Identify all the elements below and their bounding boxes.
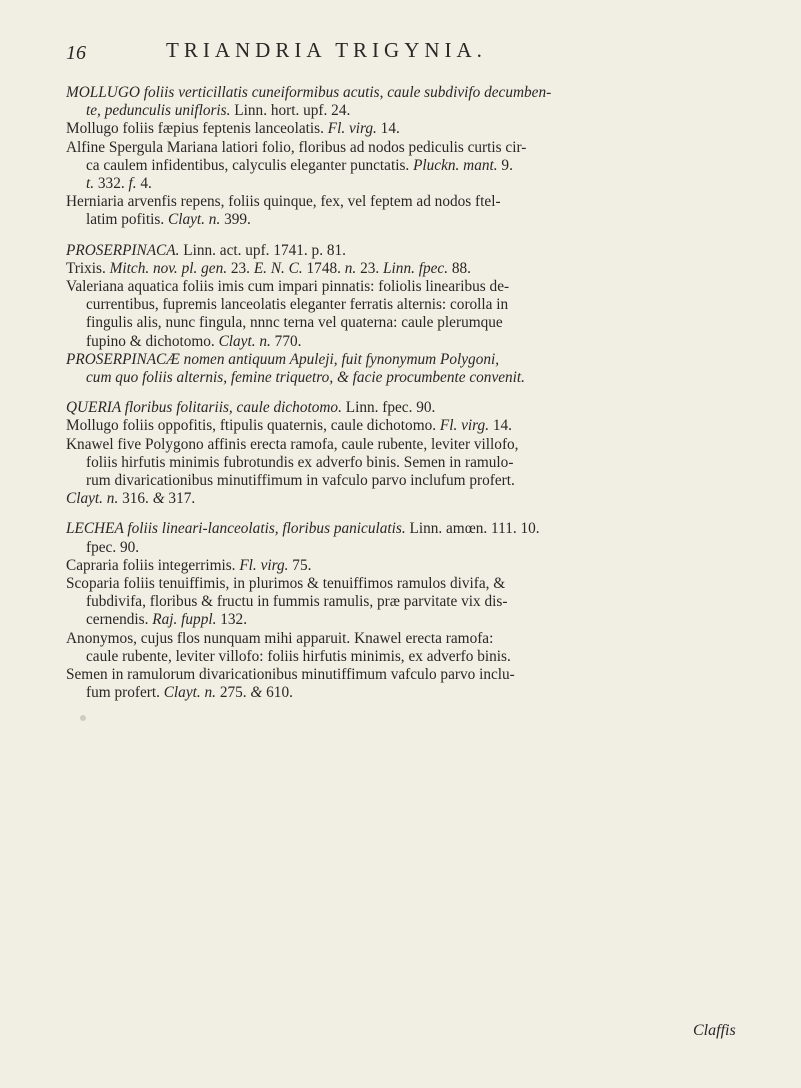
text-span: fupino & dichotomo.	[86, 332, 219, 350]
text-span: Herniaria arvenfis repens, foliis quinque, fex, vel feptem ad nodos ftel-	[66, 193, 501, 211]
text-span: PROSERPINACA.	[66, 241, 180, 259]
text-span: ca caulem infidentibus, calyculis eleganter punctatis.	[86, 156, 414, 174]
text-line	[66, 120, 756, 138]
text-span: 610.	[262, 684, 293, 702]
text-span: 1748.	[302, 259, 345, 277]
text-span: t.	[86, 175, 95, 193]
text-line	[66, 557, 756, 575]
text-line	[66, 84, 756, 102]
text-span: E. N. C.	[253, 259, 303, 277]
text-span: Semen in ramulorum divaricationibus minutiffimum vafculo parvo inclu-	[66, 666, 515, 684]
text-span: Fl. virg.	[439, 417, 490, 435]
running-title: TRIANDRIA TRIGYNIA.	[166, 38, 487, 62]
text-line	[66, 139, 756, 157]
text-span: rum divaricationibus minutiffimum in vafculo parvo inclufum profert.	[86, 472, 515, 490]
text-span: Fl. virg.	[327, 120, 377, 138]
text-span: latim pofitis.	[86, 211, 169, 229]
catchword: Claffis	[693, 1022, 736, 1039]
text-span: Fl. virg.	[239, 556, 289, 574]
text-span: 275.	[216, 684, 251, 702]
text-line	[66, 211, 756, 229]
text-line	[66, 157, 756, 175]
text-line	[66, 260, 756, 278]
entry	[66, 399, 756, 508]
text-span: fingulis alis, nunc fingula, nnnc terna vel quaterna: caule plerumque	[86, 314, 503, 332]
text-span: fpec. 90.	[86, 538, 140, 556]
text-span: Mitch. nov. pl. gen.	[109, 259, 228, 277]
text-span: Anonymos, cujus flos nunquam mihi apparuit. Knawel erecta ramofa:	[66, 629, 494, 647]
text-span: 14.	[376, 120, 400, 138]
text-line	[66, 454, 756, 472]
text-span: foliis hirfutis minimis fubrotundis ex adverfo binis. Semen in ramulo-	[86, 453, 514, 471]
text-span: f.	[128, 175, 137, 193]
text-line	[66, 193, 756, 211]
text-line	[66, 242, 756, 260]
text-span: 317.	[164, 490, 196, 508]
text-line	[66, 399, 756, 417]
text-span: caule rubente, leviter villofo: foliis hirfutis minimis, ex adverfo binis.	[86, 647, 511, 665]
text-span: LECHEA foliis lineari-lanceolatis, floribus paniculatis.	[66, 520, 406, 538]
text-span: 770.	[270, 332, 302, 350]
text-span: 4.	[136, 175, 152, 193]
page-body	[66, 84, 756, 715]
text-span: fubdivifa, floribus & fructu in fummis ramulis, præ parvitate vix dis-	[86, 593, 508, 611]
text-span: PROSERPINACÆ nomen antiquum Apuleji, fuit fynonymum Polygoni,	[66, 350, 500, 368]
text-line	[66, 648, 756, 666]
text-line	[66, 175, 756, 193]
text-span: Trixis.	[66, 259, 110, 277]
entry	[66, 84, 756, 230]
text-span: Linn. act. upf. 1741. p. 81.	[179, 241, 346, 259]
text-line	[66, 102, 756, 120]
text-span: 23.	[227, 259, 254, 277]
text-line	[66, 278, 756, 296]
text-span: currentibus, fupremis lanceolatis eleganter ferratis alternis: corolla in	[86, 296, 509, 314]
text-span: Mollugo foliis fæpius feptenis lanceolatis.	[66, 120, 328, 138]
entry	[66, 242, 756, 388]
text-span: cernendis.	[86, 611, 153, 629]
text-line	[66, 369, 756, 387]
text-line	[66, 490, 756, 508]
text-span: Linn. fpec. 90.	[341, 399, 436, 417]
text-span: Knawel five Polygono affinis erecta ramofa, caule rubente, leviter villofo,	[66, 435, 519, 453]
text-span: &	[250, 684, 263, 702]
text-line	[66, 520, 756, 538]
text-line	[66, 417, 756, 435]
text-span: 75.	[288, 556, 312, 574]
text-span: Capraria foliis integerrimis.	[66, 556, 240, 574]
text-line	[66, 472, 756, 490]
text-span: cum quo foliis alternis, femine triquetro, & facie procumbente convenit.	[86, 369, 525, 387]
text-line	[66, 436, 756, 454]
text-line	[66, 333, 756, 351]
text-span: Linn. hort. upf. 24.	[234, 102, 351, 120]
text-line	[66, 684, 756, 702]
text-line	[66, 666, 756, 684]
text-line	[66, 593, 756, 611]
ink-spot	[80, 715, 86, 721]
text-span: 132.	[216, 611, 248, 629]
entry	[66, 520, 756, 702]
text-line	[66, 630, 756, 648]
text-span: 332.	[94, 175, 129, 193]
text-span: te, pedunculis unifloris.	[86, 102, 235, 120]
text-span: MOLLUGO foliis verticillatis cuneiformibus acutis, caule subdivifo decumben-	[66, 84, 552, 101]
text-span: n.	[344, 259, 357, 277]
text-span: Scoparia foliis tenuiffimis, in plurimos & tenuiffimos ramulos divifa, &	[66, 575, 506, 593]
page-header	[66, 38, 766, 68]
text-span: 399.	[220, 211, 251, 229]
text-span: Linn. amœn. 111. 10.	[405, 520, 540, 538]
text-span: Clayt. n.	[163, 684, 216, 702]
text-span: Linn. fpec.	[383, 259, 449, 277]
text-span: 23.	[356, 259, 384, 277]
text-span: Mollugo foliis oppofitis, ftipulis quaternis, caule dichotomo.	[66, 417, 440, 435]
text-line	[66, 351, 756, 369]
text-span: 14.	[489, 417, 512, 435]
text-line	[66, 575, 756, 593]
text-line	[66, 539, 756, 557]
text-span: fum profert.	[86, 684, 164, 702]
text-span: &	[152, 490, 165, 508]
text-span: 316.	[118, 490, 153, 508]
text-line	[66, 296, 756, 314]
text-span: QUERIA floribus folitariis, caule dichotomo.	[66, 399, 342, 417]
text-span: 88.	[448, 259, 472, 277]
text-span: Pluckn. mant.	[413, 156, 498, 174]
text-span: Clayt. n.	[218, 332, 271, 350]
text-span: Valeriana aquatica foliis imis cum impari pinnatis: foliolis linearibus de-	[66, 278, 510, 296]
text-span: Clayt. n.	[66, 490, 119, 508]
text-span: Raj. fuppl.	[152, 611, 217, 629]
text-span: Clayt. n.	[168, 211, 221, 229]
text-span: 9.	[497, 156, 513, 174]
text-line	[66, 611, 756, 629]
text-line	[66, 314, 756, 332]
page-number: 16	[66, 42, 86, 64]
text-span: Alfine Spergula Mariana latiori folio, floribus ad nodos pediculis curtis cir-	[66, 138, 527, 156]
